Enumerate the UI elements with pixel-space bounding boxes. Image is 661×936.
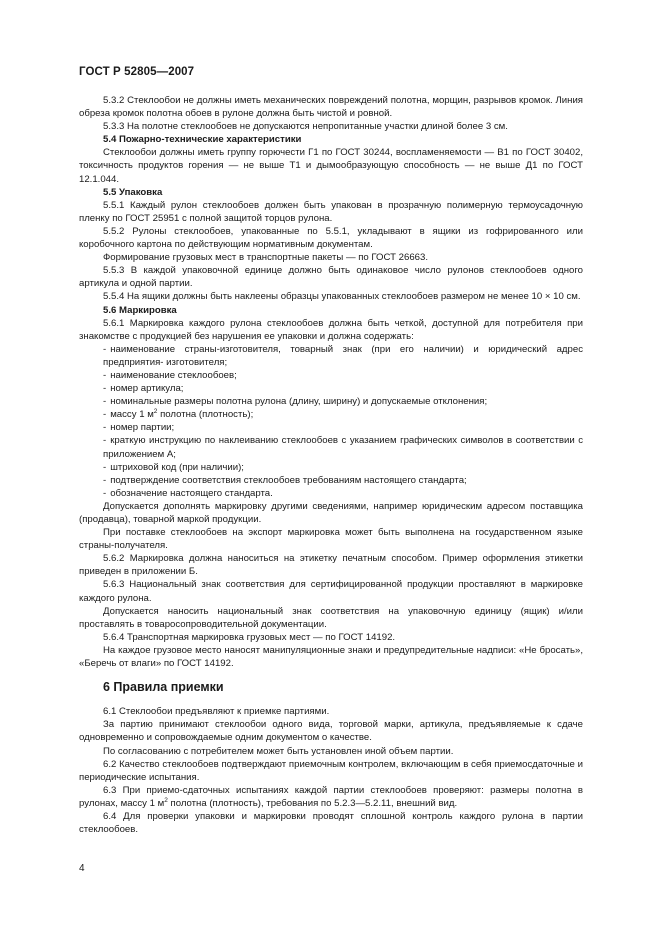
subsection-heading: 5.6 Маркировка (103, 304, 177, 316)
paragraph: 5.5.4 На ящики должны быть наклеены образцы упакованных стеклообоев размером не менее 10 × 10 см. (103, 291, 581, 303)
paragraph: 5.5.1 Каждый рулон стеклообоев должен быть упакован в прозрачную полимерную термоусадочную пленку по ГОСТ 25951 с полной защитой торцов рулона. (79, 199, 583, 224)
list-item-text: обозначение настоящего стандарта. (110, 487, 273, 499)
list-item-text: полотна (плотность); (157, 409, 254, 421)
paragraph: На каждое грузовое место наносят манипуляционные знаки и предупредительные надписи: «Не бросать», «Беречь от влаги» по ГОСТ 14192. (79, 644, 583, 670)
standard-header: ГОСТ Р 52805—2007 (79, 66, 195, 78)
list-item-text: наименование страны-изготовителя, товарный знак (при его наличии) и юридический адрес предприятия- изготовителя; (103, 343, 583, 368)
list-item-text: наименование стеклообоев; (110, 369, 237, 381)
paragraph: Формирование грузовых мест в транспортные пакеты — по ГОСТ 26663. (103, 252, 428, 264)
list-item-text: подтверждение соответствия стеклообоев требованиям настоящего стандарта; (110, 474, 467, 486)
paragraph: Стеклообои должны иметь группу горючести Г1 по ГОСТ 30244, воспламеняемости — В1 по ГОСТ 30402, токсичность продуктов горения — не выше Т1 и дымообразующую способность — не выше Д1 по ГОСТ 12.1.044. (79, 147, 583, 185)
paragraph: 5.6.2 Маркировка должна наноситься на этикетку печатным способом. Пример оформления этикетки приведен в приложении Б. (79, 553, 583, 578)
paragraph: 5.6.4 Транспортная маркировка грузовых мест — по ГОСТ 14192. (103, 631, 396, 643)
list-dash: - (103, 461, 107, 473)
list-dash: - (103, 409, 107, 421)
list-item (79, 408, 583, 421)
list-item-text: штриховой код (при наличии); (110, 461, 244, 473)
list-item-text: номер партии; (110, 422, 175, 434)
list-item (79, 395, 583, 408)
list-dash: - (103, 369, 107, 381)
paragraph: Допускается наносить национальный знак соответствия на упаковочную единицу (ящик) и/или проставлять в товаросопроводительной документации. (79, 605, 583, 630)
section-heading: 6 Правила приемки (103, 680, 224, 695)
page-content (79, 94, 583, 836)
list-item (79, 382, 583, 395)
paragraph (79, 784, 583, 810)
paragraph: 5.5.2 Рулоны стеклообоев, упакованные по 5.5.1, укладывают в ящики из гофрированного или коробочного картона по действующим нормативным документам. (79, 225, 583, 251)
paragraph: При поставке стеклообоев на экспорт маркировка может быть выполнена на государственном языке страны-получателя. (79, 527, 583, 552)
list-item (79, 369, 583, 382)
list-dash: - (103, 422, 107, 434)
list-item-text: номер артикула; (110, 383, 184, 395)
paragraph-text: 6.3 При приемо-сдаточных испытаниях каждой партии стеклообоев проверяют: размеры полотна в рулонах, массу 1 м (79, 784, 583, 809)
list-dash: - (103, 474, 107, 486)
paragraph: 6.1 Стеклообои предъявляют к приемке партиями. (103, 706, 330, 718)
list-item (79, 487, 583, 500)
subsection-heading: 5.4 Пожарно-технические характеристики (103, 134, 302, 146)
list-item (79, 343, 583, 369)
paragraph-text: полотна (плотность), требования по 5.2.3—5.2.11, внешний вид. (167, 797, 458, 809)
list-item-text: номинальные размеры полотна рулона (длину, ширину) и допускаемые отклонения; (110, 396, 488, 408)
list-item (79, 461, 583, 474)
subsection-heading: 5.5 Упаковка (103, 186, 163, 198)
paragraph: 5.6.1 Маркировка каждого рулона стеклообоев должна быть четкой, доступной для потребителя при знакомстве с продукцией без нарушения ее упаковки и должна содержать: (79, 317, 583, 342)
list-dash: - (103, 343, 107, 355)
paragraph: 5.3.3 На полотне стеклообоев не допускаются непропитанные участки длиной более 3 см. (103, 121, 508, 133)
list-item (79, 421, 583, 434)
list-item-text: массу 1 м (110, 409, 154, 421)
paragraph: 5.5.3 В каждой упаковочной единице должно быть одинаковое число рулонов стеклообоев одного артикула и одной партии. (79, 265, 583, 290)
page-number: 4 (79, 863, 85, 874)
paragraph: Допускается дополнять маркировку другими сведениями, например юридическим адресом поставщика (продавца), товарной маркой продукции. (79, 500, 583, 525)
paragraph: 5.3.2 Стеклообои не должны иметь механических повреждений полотна, морщин, разрывов кромок. Линия обреза кромок полотна обоев в рулоне должна быть чистой и ровной. (79, 95, 583, 120)
list-item-text: краткую инструкцию по наклеиванию стеклообоев с указанием графических символов в соответствии с приложением А; (103, 435, 583, 460)
list-dash: - (103, 487, 107, 499)
superscript: 2 (164, 796, 168, 804)
paragraph: 6.4 Для проверки упаковки и маркировки проводят сплошной контроль каждого рулона в партии стеклообоев. (79, 810, 583, 836)
list-item (79, 434, 583, 460)
paragraph: 5.6.3 Национальный знак соответствия для сертифицированной продукции проставляют в маркировке каждого рулона. (79, 579, 583, 604)
paragraph: За партию принимают стеклообои одного вида, торговой марки, артикула, предъявляемые к сдаче одновременно и сопровождаемые одним документом о качестве. (79, 719, 583, 744)
list-dash: - (103, 435, 107, 447)
superscript: 2 (153, 408, 158, 416)
list-item (79, 474, 583, 487)
list-dash: - (103, 396, 107, 408)
paragraph: По согласованию с потребителем может быть установлен иной объем партии. (103, 745, 454, 757)
list-dash: - (103, 383, 107, 395)
paragraph: 6.2 Качество стеклообоев подтверждают приемочным контролем, включающим в себя приемосдаточные и периодические испытания. (79, 758, 583, 783)
